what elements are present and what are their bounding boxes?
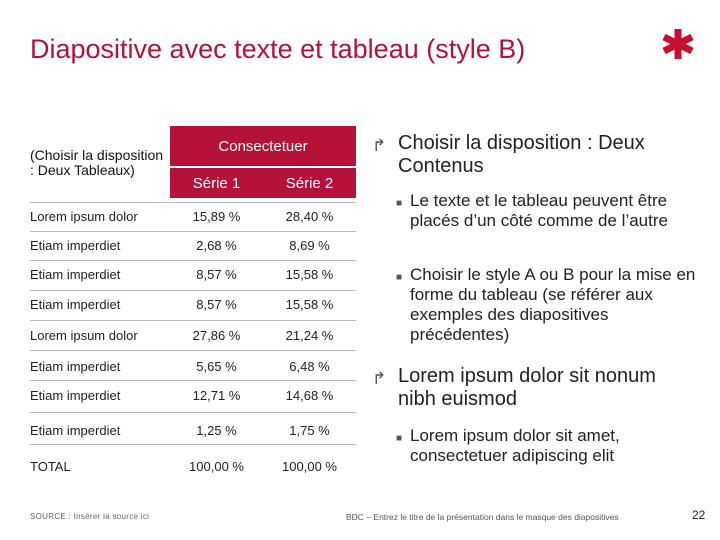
total-value-1: 100,00 % — [189, 459, 244, 474]
row-value-1: 8,57 % — [196, 267, 237, 282]
bullet-text: Choisir la disposition : Deux Contenus — [398, 132, 645, 177]
row-value-2: 15,58 % — [285, 267, 334, 282]
square-bullet-icon: ■ — [396, 272, 403, 283]
table-corner-label: (Choisir la disposition : Deux Tableaux) — [30, 147, 164, 178]
slide-footer: BDC – Entrez le titre de la présentation dans le masque des diapositives — [346, 512, 619, 522]
table-row — [30, 381, 356, 410]
row-value-2: 6,48 % — [289, 359, 330, 374]
row-value-2: 21,24 % — [285, 328, 334, 343]
row-value-2: 28,40 % — [285, 209, 334, 224]
table-row — [30, 202, 356, 231]
row-value-2: 1,75 % — [289, 423, 330, 438]
bullet-text: Lorem ipsum dolor sit nonum nibh euismod — [398, 365, 656, 410]
row-value-1: 15,89 % — [192, 209, 241, 224]
column-header-serie-1: Série 1 — [192, 175, 241, 192]
row-label: Etiam imperdiet — [30, 388, 121, 403]
total-label: TOTAL — [30, 459, 71, 474]
row-label: Etiam imperdiet — [30, 238, 121, 253]
row-label: Etiam imperdiet — [30, 423, 121, 438]
column-header-serie-2: Série 2 — [285, 175, 334, 192]
check-arrow-icon: ↱ — [372, 136, 387, 155]
bullet-text: Lorem ipsum dolor sit amet, consectetuer adipiscing elit — [410, 426, 620, 465]
table-row — [30, 231, 356, 260]
table-divider — [30, 444, 356, 445]
total-value-2: 100,00 % — [282, 459, 337, 474]
table-row — [30, 416, 356, 445]
row-value-1: 5,65 % — [196, 359, 237, 374]
page-number: 22 — [692, 508, 706, 522]
table-total-row — [30, 452, 356, 481]
square-bullet-icon: ■ — [396, 198, 403, 209]
table-row — [30, 290, 356, 319]
bullet-content — [372, 132, 696, 472]
table-row — [30, 260, 356, 289]
table-divider — [30, 350, 356, 351]
row-value-1: 12,71 % — [192, 388, 241, 403]
row-value-1: 2,68 % — [196, 238, 237, 253]
slide-title: Diapositive avec texte et tableau (style B) — [30, 34, 526, 64]
bullet-text: Choisir le style A ou B pour la mise en forme du tableau (se référer aux exemples des diapositives précédentes) — [410, 265, 696, 344]
row-value-2: 15,58 % — [285, 297, 334, 312]
row-value-2: 14,68 % — [285, 388, 334, 403]
check-arrow-icon: ↱ — [372, 369, 387, 388]
table-group-header-label: Consectetuer — [218, 138, 308, 155]
table-group-header — [170, 126, 356, 166]
row-label: Etiam imperdiet — [30, 267, 121, 282]
row-value-1: 27,86 % — [192, 328, 241, 343]
row-label: Etiam imperdiet — [30, 297, 121, 312]
square-bullet-icon: ■ — [396, 433, 403, 444]
row-label: Lorem ipsum dolor — [30, 328, 138, 343]
row-value-1: 8,57 % — [196, 297, 237, 312]
table-divider — [30, 412, 356, 413]
bullet-text: Le texte et le tableau peuvent être placés d’un côté comme de l’autre — [410, 191, 668, 230]
row-label: Etiam imperdiet — [30, 359, 121, 374]
table-column-header — [170, 168, 356, 198]
asterisk-logo-icon — [660, 26, 696, 62]
table-row — [30, 321, 356, 350]
row-label: Lorem ipsum dolor — [30, 209, 138, 224]
source-note: SOURCE : Insérer la source ici — [30, 512, 150, 521]
row-value-1: 1,25 % — [196, 423, 237, 438]
table-row — [30, 352, 356, 381]
row-value-2: 8,69 % — [289, 238, 330, 253]
data-table — [30, 126, 356, 474]
